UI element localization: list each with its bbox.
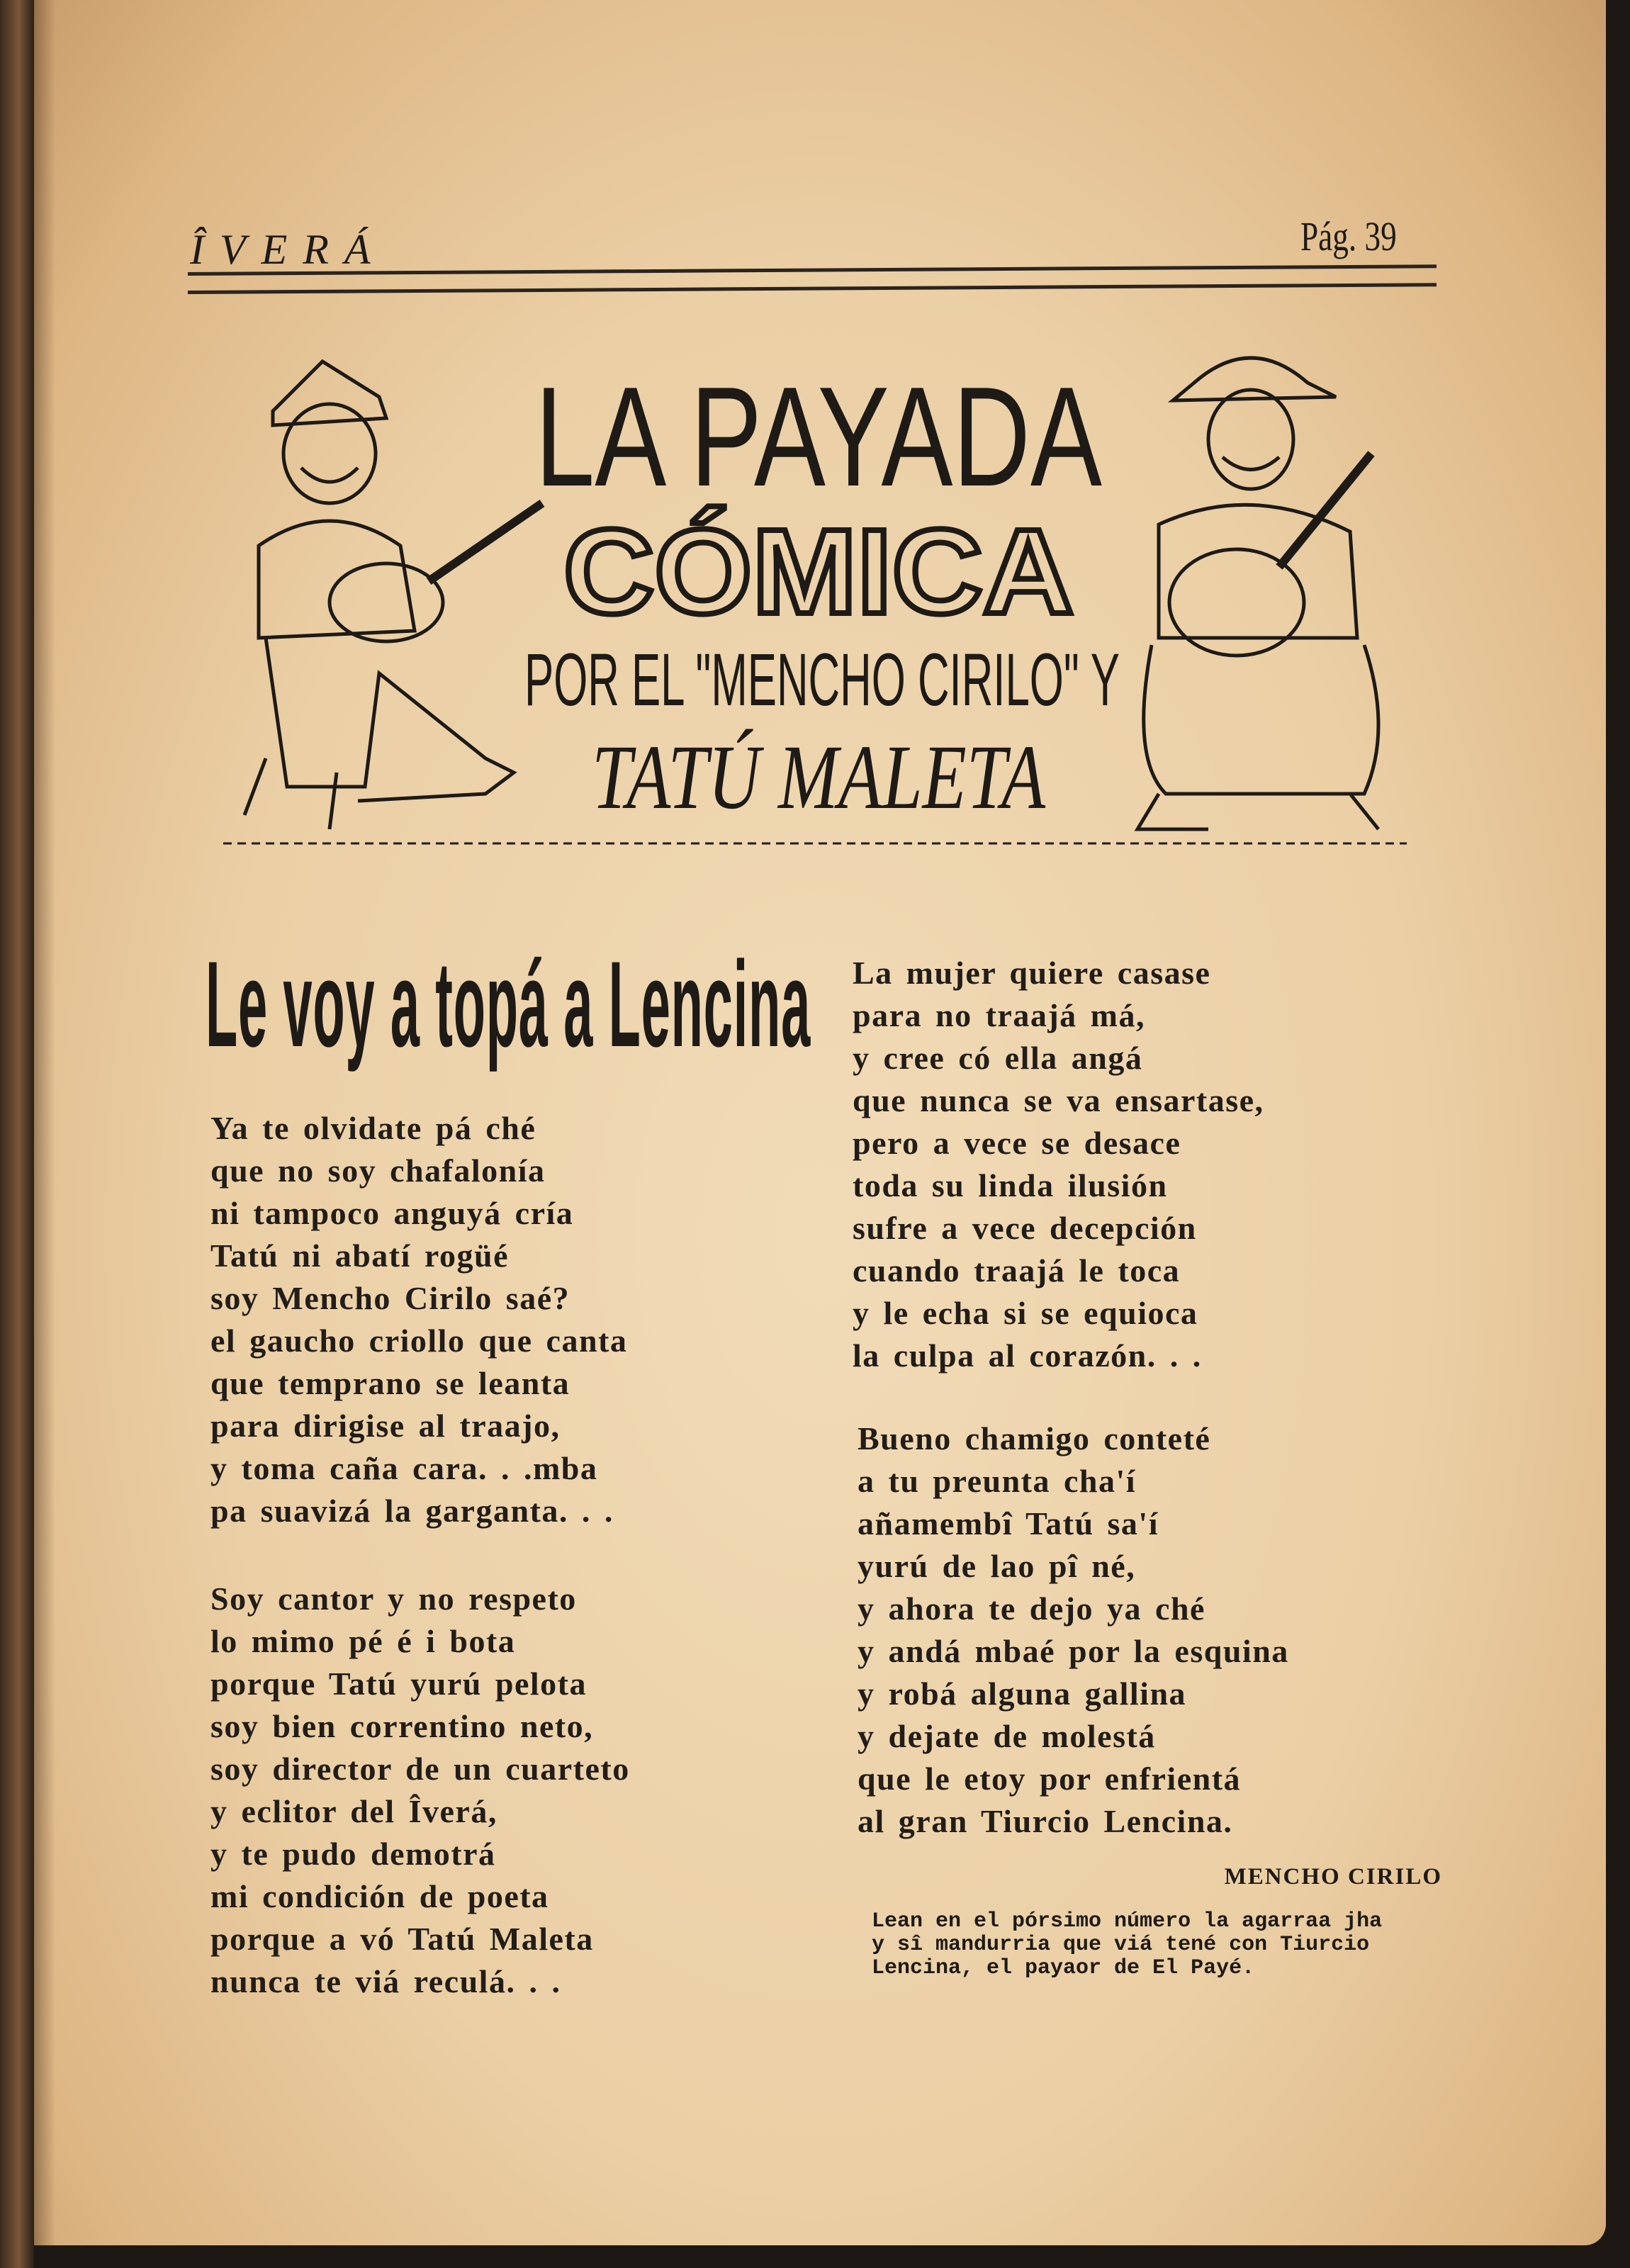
verse-line: al gran Tiurcio Lencina. <box>858 1803 1233 1839</box>
illustration-byline: POR EL "MENCHO CIRILO" Y <box>524 639 1120 722</box>
verse-line: el gaucho criollo que canta <box>210 1323 628 1359</box>
illustration-byline-name: TATÚ MALETA <box>592 726 1046 829</box>
verse-line: ni tampoco anguyá cría <box>210 1195 574 1231</box>
footnote-line: y sî mandurria que viá tené con Tiurcio <box>872 1933 1370 1957</box>
verse-line: Soy cantor y no respeto <box>210 1581 577 1617</box>
verse-line: para dirigise al traajo, <box>210 1408 561 1444</box>
verse-line: y dejate de molestá <box>858 1718 1156 1754</box>
verse-line: a tu preunta cha'í <box>858 1463 1137 1499</box>
left-stanza-2 <box>210 1578 630 2003</box>
verse-line: y te pudo demotrá <box>210 1836 496 1872</box>
verse-line: mi condición de poeta <box>210 1878 549 1914</box>
verse-line: y ahora te dejo ya ché <box>858 1590 1205 1627</box>
verse-line: que temprano se leanta <box>210 1365 570 1401</box>
verse-line: pero a vece se desace <box>853 1125 1181 1161</box>
running-header-publication: ÎVERÁ <box>190 226 386 273</box>
verse-line: yurú de lao pî né, <box>858 1548 1136 1584</box>
illustration-title-line2: CÓMICA <box>563 505 1074 639</box>
page-number: Pág. 39 <box>1300 213 1397 259</box>
verse-line: toda su linda ilusión <box>853 1167 1168 1203</box>
verse-line: la culpa al corazón. . . <box>853 1337 1202 1374</box>
verse-line: pa suavizá la garganta. . . <box>210 1493 614 1529</box>
verse-line: y cree có ella angá <box>853 1040 1143 1076</box>
guitar-body-left <box>330 563 443 641</box>
straw-hat-left <box>273 361 386 425</box>
verse-line: soy director de un cuarteto <box>210 1751 630 1787</box>
book-spine <box>0 0 34 2268</box>
verse-line: cuando traajá le toca <box>853 1252 1181 1289</box>
baggy-pants-right <box>1144 645 1378 794</box>
verse-line: soy bien correntino neto, <box>210 1708 594 1744</box>
verse-line: Ya te olvidate pá ché <box>210 1110 536 1146</box>
right-stanza-2 <box>858 1418 1289 1843</box>
verse-line: Tatú ni abatí rogüé <box>210 1237 509 1274</box>
verse-line: y robá alguna gallina <box>858 1675 1187 1712</box>
author-signature: MENCHO CIRILO <box>1224 1864 1442 1890</box>
footnote <box>872 1910 1488 1980</box>
face-right <box>1208 390 1293 489</box>
payada-comica-illustration <box>216 333 1414 886</box>
left-guitarist-drawing <box>244 361 542 829</box>
verse-line: y andá mbaé por la esquina <box>858 1633 1289 1669</box>
verse-line: nunca te viá reculá. . . <box>210 1963 561 1999</box>
verse-line: añamembî Tatú sa'í <box>858 1505 1159 1542</box>
verse-line: que nunca se va ensartase, <box>853 1082 1264 1118</box>
verse-line: y le echa si se equioca <box>853 1295 1198 1331</box>
page-fold-shadow <box>34 0 55 2245</box>
footnote-line: Lencina, el payaor de El Payé. <box>872 1956 1255 1980</box>
verse-line: que no soy chafalonía <box>210 1152 546 1189</box>
right-guitarist-drawing <box>1137 358 1378 829</box>
right-stanza-1 <box>853 952 1264 1377</box>
verse-line: lo mimo pé é i bota <box>210 1623 516 1659</box>
shirt-right <box>1159 505 1357 638</box>
face-left <box>283 404 376 503</box>
illustration-title-line1: LA PAYADA <box>535 358 1103 516</box>
verse-line: porque Tatú yurú pelota <box>210 1666 587 1702</box>
verse-line: Bueno chamigo conteté <box>858 1420 1211 1456</box>
verse-line: para no traajá má, <box>853 997 1145 1033</box>
verse-line: y eclitor del Îverá, <box>210 1793 498 1829</box>
verse-line: porque a vó Tatú Maleta <box>210 1921 594 1957</box>
verse-line: La mujer quiere casase <box>853 955 1211 991</box>
verse-line: soy Mencho Cirilo saé? <box>210 1280 570 1316</box>
checked-pants-left <box>266 638 514 801</box>
verse-line: y toma caña cara. . .mba <box>210 1450 598 1486</box>
verse-line: que le etoy por enfrientá <box>858 1761 1242 1797</box>
footnote-line: Lean en el pórsimo número la agarraa jha <box>872 1909 1383 1933</box>
left-stanza-1 <box>210 1107 627 1532</box>
verse-line: sufre a vece decepción <box>853 1210 1197 1246</box>
checked-hat-right <box>1173 358 1336 400</box>
article-headline: Le voy a topá a Lencina <box>206 936 811 1072</box>
